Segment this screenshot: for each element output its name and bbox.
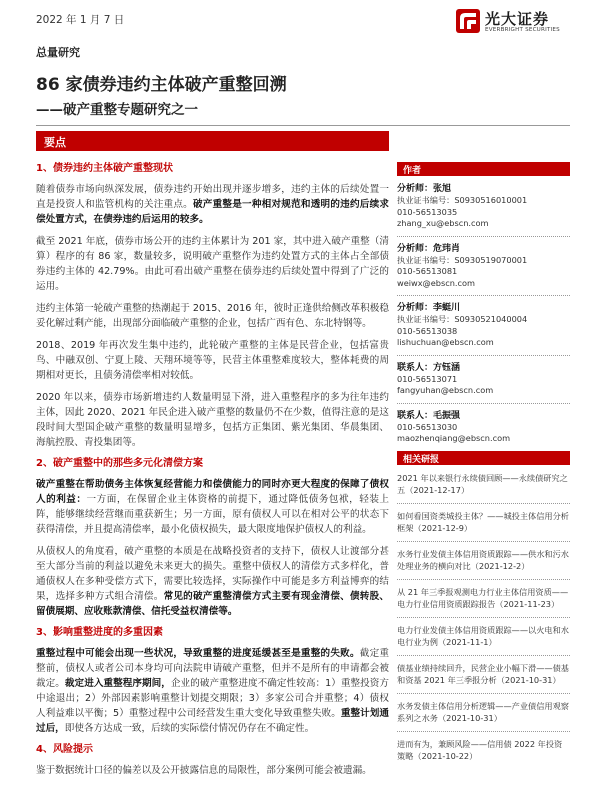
paragraph: 破产重整在帮助债务主体恢复经营能力和偿债能力的同时亦更大程度的保障了债权人的利益：一方面，在保留企业主体资格的前提下，通过降低债务包袱，轻装上阵，能够继续经营继而重获新生；另一方面，原有债权人可以在相对公平的状态下获得清偿，并且提高清偿率，最小化债权损失，最大限度地保护债权人的利益。 bbox=[36, 479, 390, 535]
divider bbox=[397, 617, 570, 618]
related-report-link[interactable]: 2021 年以来银行永续债回顾——永续债研究之五（2021-12-17） bbox=[397, 472, 568, 495]
contact-email[interactable]: fangyuhan@ebscn.com bbox=[397, 385, 494, 395]
related-report-link[interactable]: 电力行业发债主体信用资质跟踪——以火电和水电行业为例（2021-11-1） bbox=[397, 624, 569, 647]
sidebar bbox=[397, 162, 570, 769]
contact-phone: 010-56513030 bbox=[397, 421, 458, 432]
logo-chinese: 光大证券 bbox=[485, 10, 550, 28]
divider bbox=[397, 295, 570, 296]
report-date: 2022 年 1 月 7 日 bbox=[36, 14, 125, 26]
paragraph: 从债权人的角度看，破产重整的本质是在战略投资者的支持下，债权人让渡部分甚至大部分当前的利益以避免未来更大的损失。重整中债权人的清偿方式多样化，普通债权人在多种受偿方式下，需要比较选择，实际操作中可能是多方利益博弈的结果，选择多种方式组合清偿。常见的破产重整清偿方式主要有现金清偿、债转股、留债展期、应收账款清偿、信托受益权清偿等。 bbox=[36, 546, 390, 617]
section-heading-4: 4、风险提示 bbox=[36, 744, 93, 755]
logo-english: EVERBRIGHT SECURITIES bbox=[485, 27, 560, 33]
logo-mark-icon bbox=[456, 9, 480, 33]
main-content bbox=[36, 162, 389, 785]
paragraph: 违约主体第一轮破产重整的热潮起于 2015、2016 年，彼时正逢供给侧改革积极稳妥化解过剩产能，出现部分面临破产重整的企业，包括广西有色、东北特钢等。 bbox=[36, 303, 389, 329]
analyst-phone: 010-56513035 bbox=[397, 206, 458, 217]
related-report-link[interactable]: 进而有为，兼顾风险——信用债 2022 年投资策略（2021-10-22） bbox=[397, 738, 563, 761]
contact-phone: 010-56513071 bbox=[397, 373, 458, 384]
contact-card bbox=[397, 410, 570, 445]
analyst-email[interactable]: weiwx@ebscn.com bbox=[397, 277, 476, 288]
paragraph: 重整过程中可能会出现一些状况，导致重整的进度延缓甚至是重整的失败。截定重整前，债权人或者公司本身均可向法院申请破产重整，但并不是所有的申请都会被裁定。裁定进入重整程序期间，企业的破产重整进度不确定性较高：1）重整投资方中途退出；2）外部因素影响重整计划提交期限；3）多家公司合并重整；4）债权人利益难以平衡；5）重整过程中公司经营发生重大变化导致重整失败。重整计划通过后，即使各方达成一致，后续的实际偿付情况仍存在不确定性。 bbox=[36, 648, 390, 734]
related-report-link[interactable]: 从 21 年三季报观测电力行业主体信用资质——电力行业信用资质跟踪报告（2021-11-23） bbox=[397, 586, 569, 609]
section-heading-2: 2、破产重整中的那些多元化清偿方案 bbox=[36, 458, 203, 469]
analyst-card bbox=[397, 243, 570, 290]
report-subtitle: ——破产重整专题研究之一 bbox=[36, 102, 198, 118]
divider bbox=[397, 503, 570, 504]
brand-logo bbox=[456, 8, 568, 36]
section-heading-3: 3、影响重整进度的多重因素 bbox=[36, 627, 163, 638]
analyst-card bbox=[397, 302, 570, 349]
analyst-name: 分析师：李蜓川 bbox=[397, 303, 461, 313]
analyst-phone: 010-56513038 bbox=[397, 325, 458, 336]
contact-card bbox=[397, 362, 570, 397]
analyst-name: 分析师：张旭 bbox=[397, 184, 452, 194]
analyst-license: 执业证书编号：S0930516010001 bbox=[397, 195, 528, 205]
divider bbox=[397, 693, 570, 694]
analyst-email[interactable]: lishuchuan@ebscn.com bbox=[397, 337, 494, 347]
paragraph: 鉴于数据统计口径的偏差以及公开披露信息的局限性，部分案例可能会被遗漏。 bbox=[36, 765, 372, 776]
title-divider bbox=[36, 125, 570, 126]
divider bbox=[397, 541, 570, 542]
contact-email[interactable]: maozhenqiang@ebscn.com bbox=[397, 433, 511, 443]
analyst-license: 执业证书编号：S0930519070001 bbox=[397, 254, 528, 265]
divider bbox=[397, 403, 570, 404]
divider bbox=[397, 579, 570, 580]
divider bbox=[397, 355, 570, 356]
related-report-link[interactable]: 水务发债主体信用分析逻辑——产业债信用观察系列之水务（2021-10-31） bbox=[397, 700, 569, 723]
analyst-email[interactable]: zhang_xu@ebscn.com bbox=[397, 218, 489, 228]
analyst-license: 执业证书编号：S0930521040004 bbox=[397, 314, 528, 324]
paragraph: 2018、2019 年再次发生集中违约，此轮破产重整的主体是民营企业，包括富贵鸟、中融双创、宁夏上陵、天翔环境等等，民营主体重整难度较大，整体耗费的周期相对更长，且债务清偿率相对较低。 bbox=[36, 340, 389, 381]
related-report-link[interactable]: 债基业绩持续回升，民营企业小幅下滑——债基和资基 2021 年三季报分析（2021-10-31） bbox=[397, 662, 569, 685]
divider bbox=[397, 236, 570, 237]
divider bbox=[397, 731, 570, 732]
section-heading-1: 1、债券违约主体破产重整现状 bbox=[36, 163, 173, 174]
analyst-phone: 010-56513081 bbox=[397, 266, 458, 276]
report-title: 86 家债券违约主体破产重整回溯 bbox=[36, 75, 287, 95]
related-report-link[interactable]: 水务行业发债主体信用资质跟踪——供水和污水处理业务的横向对比（2021-12-2） bbox=[397, 548, 569, 571]
related-reports-bar: 相关研报 bbox=[397, 451, 570, 465]
key-points-bar: 要点 bbox=[36, 131, 389, 151]
analyst-name: 分析师：危玮肖 bbox=[397, 243, 461, 254]
related-report-link[interactable]: 如何看国资类城投主体？——城投主体信用分析框架（2021-12-9） bbox=[397, 510, 569, 533]
authors-bar: 作者 bbox=[397, 162, 570, 176]
report-category: 总量研究 bbox=[36, 46, 80, 59]
paragraph: 截至 2021 年底，债券市场公开的违约主体累计为 201 家，其中进入破产重整（清算）程序的有 86 家，数量较多，说明破产重整作为违约处置方式的主体占全部债券违约主体的 42.79%。由此可看出破产重整在债券违约后续处置中得到了广泛的运用。 bbox=[36, 236, 389, 292]
contact-name: 联系人：毛振强 bbox=[397, 410, 461, 421]
divider bbox=[397, 655, 570, 656]
analyst-card bbox=[397, 183, 570, 230]
paragraph: 随着债券市场向纵深发展，债券违约开始出现并逐步增多，违约主体的后续处置一直是投资人和监管机构的关注重点。破产重整是一种相对规范和透明的违约后续求偿处置方式，在债券违约后运用的较多。 bbox=[36, 184, 390, 225]
contact-name: 联系人：方钰涵 bbox=[397, 362, 461, 373]
paragraph: 2020 年以来，债券市场新增违约人数量明显下滑，进入重整程序的多为往年违约主体，因此 2020、2021 年民企进入破产重整的数量仍不在少数，值得注意的是这段时间大型国企破产重整的数量明显增多，包括方正集团、紫光集团、华晨集团、海航控股、青投集团等。 bbox=[36, 392, 389, 448]
